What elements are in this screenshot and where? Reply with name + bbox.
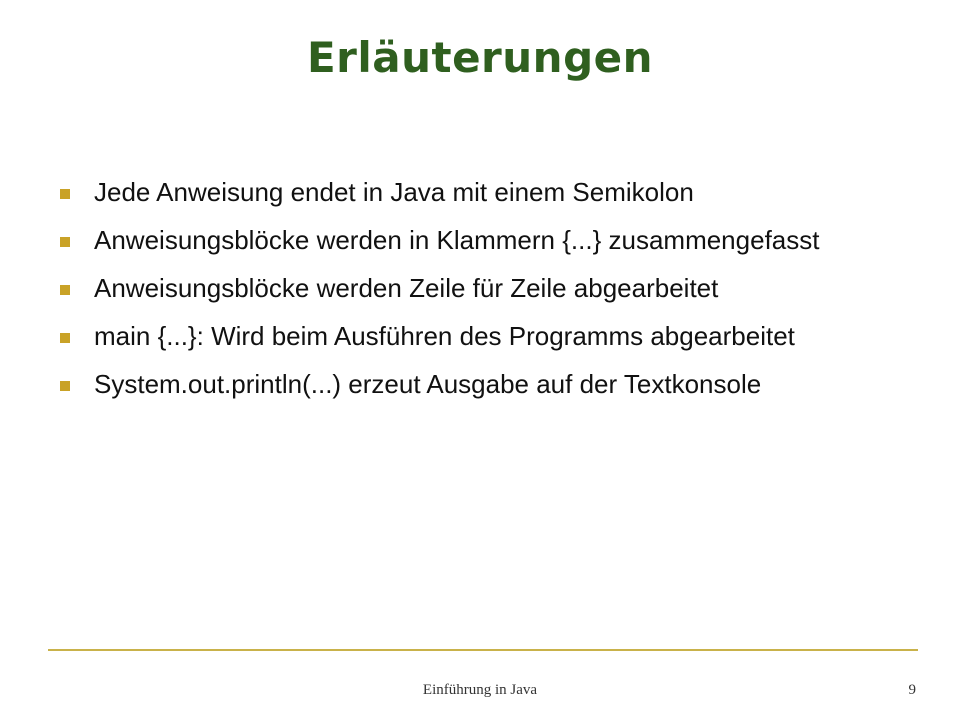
bullet-text: main {...}: Wird beim Ausführen des Programms abgearbeitet: [94, 321, 795, 351]
square-bullet-icon: [60, 333, 70, 343]
bullet-text: Anweisungsblöcke werden Zeile für Zeile abgearbeitet: [94, 273, 719, 303]
bullet-item: [58, 368, 898, 400]
square-bullet-icon: [60, 237, 70, 247]
slide-title: Erläuterungen: [306, 33, 654, 82]
footer-title: Einführung in Java: [422, 682, 538, 698]
bullet-item: [58, 224, 898, 256]
bullet-item: [58, 176, 898, 208]
square-bullet-icon: [60, 285, 70, 295]
square-bullet-icon: [60, 381, 70, 391]
bullet-text: Anweisungsblöcke werden in Klammern {...} zusammengefasst: [94, 225, 820, 255]
bullet-text: System.out.println(...) erzeut Ausgabe auf der Textkonsole: [94, 369, 762, 399]
bullet-item: [58, 320, 898, 352]
bullet-text: Jede Anweisung endet in Java mit einem Semikolon: [94, 177, 694, 207]
page-number: 9: [908, 682, 916, 698]
bullet-item: [58, 272, 898, 304]
footer-divider: [48, 649, 918, 651]
bullet-list: [58, 176, 898, 416]
square-bullet-icon: [60, 189, 70, 199]
